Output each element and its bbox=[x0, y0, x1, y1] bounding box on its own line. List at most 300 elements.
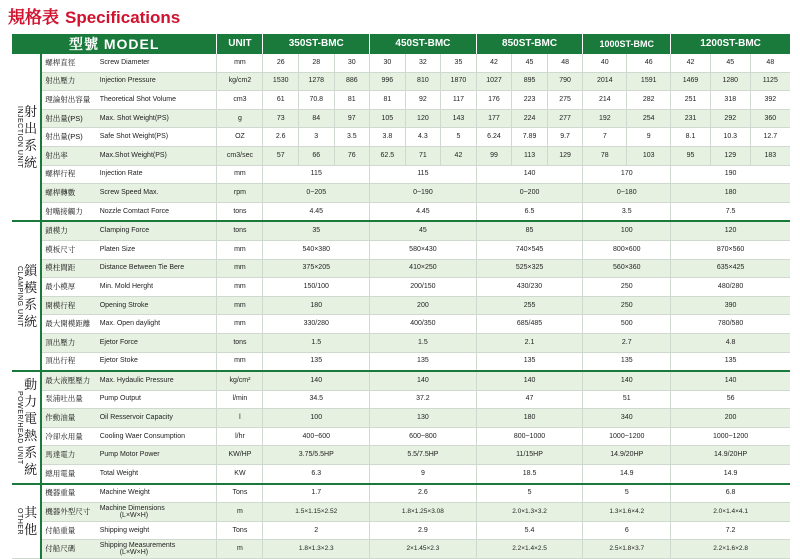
table-row bbox=[12, 72, 790, 91]
value-cell: 42 bbox=[476, 54, 512, 72]
table-row bbox=[12, 296, 790, 315]
group-power-zh-2: 力 bbox=[24, 394, 38, 410]
value-cell: 183 bbox=[750, 146, 790, 165]
value-cell: 292 bbox=[710, 109, 750, 128]
value-cell: 6.24 bbox=[476, 128, 512, 147]
value-cell: 113 bbox=[512, 146, 548, 165]
value-cell: 28 bbox=[298, 54, 334, 72]
value-cell: 180 bbox=[671, 184, 790, 203]
value-cell: 62.5 bbox=[370, 146, 406, 165]
label-en: Max. Hydaulic Pressure bbox=[98, 371, 217, 390]
value-cell: 400/350 bbox=[370, 315, 477, 334]
model-350: 350ST-BMC bbox=[263, 34, 370, 54]
value-cell: 42 bbox=[671, 54, 711, 72]
group-power-en: POWER/HEAD UNIT bbox=[16, 390, 24, 465]
value-cell: 400~600 bbox=[263, 427, 370, 446]
value-cell: 150/100 bbox=[263, 278, 370, 297]
label-zh: 鎖模力 bbox=[41, 221, 97, 240]
value-cell: 115 bbox=[263, 165, 370, 184]
value-cell: 2×1.45×2.3 bbox=[370, 540, 477, 559]
value-cell: 30 bbox=[370, 54, 406, 72]
model-header-en: MODEL bbox=[103, 36, 160, 52]
value-cell: 8.1 bbox=[671, 128, 711, 147]
label-en-line2: (L×W×H) bbox=[119, 512, 149, 520]
label-en: Max. Open daylight bbox=[98, 315, 217, 334]
unit-cell: mm bbox=[217, 54, 263, 72]
label-en: Injection Rate bbox=[98, 165, 217, 184]
value-cell: 140 bbox=[476, 371, 583, 390]
table-row bbox=[12, 540, 790, 559]
label-zh: 射出量(PS) bbox=[41, 128, 97, 147]
value-cell: 2.5×1.8×3.7 bbox=[583, 540, 671, 559]
unit-cell: tons bbox=[217, 333, 263, 352]
model-450: 450ST-BMC bbox=[370, 34, 477, 54]
value-cell: 100 bbox=[263, 409, 370, 428]
table-row bbox=[12, 446, 790, 465]
group-power-zh-1: 動 bbox=[24, 377, 38, 393]
value-cell: 34.5 bbox=[263, 390, 370, 409]
table-row bbox=[12, 184, 790, 203]
value-cell: 1469 bbox=[671, 72, 711, 91]
unit-cell: rpm bbox=[217, 184, 263, 203]
value-cell: 61 bbox=[263, 91, 299, 110]
value-cell: 0~180 bbox=[583, 184, 671, 203]
unit-cell: kg/cm² bbox=[217, 371, 263, 390]
value-cell: 42 bbox=[441, 146, 477, 165]
value-cell: 115 bbox=[370, 165, 477, 184]
value-cell: 11/15HP bbox=[476, 446, 583, 465]
label-zh: 頂出行程 bbox=[41, 352, 97, 371]
table-row bbox=[12, 371, 790, 390]
table-row bbox=[12, 503, 790, 522]
value-cell: 105 bbox=[370, 109, 406, 128]
group-clamping-zh-1: 鎖 bbox=[24, 263, 38, 279]
group-power-zh-6: 統 bbox=[24, 462, 38, 478]
label-zh: 總用電量 bbox=[41, 465, 97, 484]
label-en: Cooling Waer Consumption bbox=[98, 427, 217, 446]
value-cell: 170 bbox=[583, 165, 671, 184]
value-cell: 1000~1200 bbox=[583, 427, 671, 446]
value-cell: 200 bbox=[370, 296, 477, 315]
value-cell: 9 bbox=[370, 465, 477, 484]
label-en: Total Weight bbox=[98, 465, 217, 484]
label-en: Ejetor Stoke bbox=[98, 352, 217, 371]
value-cell: 84 bbox=[298, 109, 334, 128]
value-cell: 1125 bbox=[750, 72, 790, 91]
value-cell: 99 bbox=[476, 146, 512, 165]
value-cell: 26 bbox=[263, 54, 299, 72]
value-cell: 45 bbox=[710, 54, 750, 72]
value-cell: 800~1000 bbox=[476, 427, 583, 446]
group-injection-zh-4: 統 bbox=[24, 155, 38, 171]
value-cell: 390 bbox=[671, 296, 790, 315]
label-en: Opening Stroke bbox=[98, 296, 217, 315]
value-cell: 1280 bbox=[710, 72, 750, 91]
value-cell: 330/280 bbox=[263, 315, 370, 334]
value-cell: 30 bbox=[334, 54, 370, 72]
table-row bbox=[12, 165, 790, 184]
unit-cell: cm3/sec bbox=[217, 146, 263, 165]
unit-cell: mm bbox=[217, 352, 263, 371]
model-1000 bbox=[583, 34, 671, 54]
unit-header: UNIT bbox=[217, 34, 263, 54]
value-cell: 103 bbox=[627, 146, 671, 165]
value-cell: 1027 bbox=[476, 72, 512, 91]
value-cell: 95 bbox=[671, 146, 711, 165]
value-cell: 800×600 bbox=[583, 240, 671, 259]
value-cell: 2.1 bbox=[476, 333, 583, 352]
value-cell: 360 bbox=[750, 109, 790, 128]
value-cell: 70.8 bbox=[298, 91, 334, 110]
label-zh: 射出率 bbox=[41, 146, 97, 165]
label-zh: 頂出壓力 bbox=[41, 333, 97, 352]
value-cell: 7.5 bbox=[671, 202, 790, 221]
value-cell: 200 bbox=[671, 409, 790, 428]
value-cell: 92 bbox=[405, 91, 441, 110]
value-cell: 46 bbox=[627, 54, 671, 72]
value-cell: 375×205 bbox=[263, 259, 370, 278]
value-cell: 3 bbox=[298, 128, 334, 147]
page-title bbox=[8, 7, 180, 29]
label-zh: 射嘴接觸力 bbox=[41, 202, 97, 221]
value-cell: 430/230 bbox=[476, 278, 583, 297]
label-en: Machine Weight bbox=[98, 484, 217, 503]
value-cell: 1591 bbox=[627, 72, 671, 91]
label-zh: 螺桿行程 bbox=[41, 165, 97, 184]
value-cell: 37.2 bbox=[370, 390, 477, 409]
value-cell: 85 bbox=[476, 221, 583, 240]
group-power-zh-4: 熱 bbox=[24, 428, 38, 444]
value-cell: 57 bbox=[263, 146, 299, 165]
value-cell: 3.75/5.5HP bbox=[263, 446, 370, 465]
value-cell: 214 bbox=[583, 91, 627, 110]
value-cell: 2014 bbox=[583, 72, 627, 91]
value-cell: 1530 bbox=[263, 72, 299, 91]
table-row bbox=[12, 109, 790, 128]
label-zh: 付船重量 bbox=[41, 521, 97, 540]
table-row bbox=[12, 390, 790, 409]
value-cell: 3.5 bbox=[583, 202, 671, 221]
group-injection-zh-3: 系 bbox=[24, 138, 38, 154]
label-zh: 機器外型尺寸 bbox=[41, 503, 97, 522]
value-cell: 790 bbox=[547, 72, 583, 91]
value-cell: 4.45 bbox=[370, 202, 477, 221]
value-cell: 71 bbox=[405, 146, 441, 165]
value-cell: 177 bbox=[476, 109, 512, 128]
group-clamping-en: CLAMPING UNIT bbox=[16, 265, 24, 327]
value-cell: 6 bbox=[583, 521, 671, 540]
label-en: Clamping Force bbox=[98, 221, 217, 240]
unit-cell: tons bbox=[217, 221, 263, 240]
value-cell: 410×250 bbox=[370, 259, 477, 278]
label-en-line2: (L×W×H) bbox=[119, 549, 149, 557]
table-row bbox=[12, 465, 790, 484]
value-cell: 48 bbox=[547, 54, 583, 72]
value-cell: 3.5 bbox=[334, 128, 370, 147]
group-injection-zh-1: 射 bbox=[24, 104, 38, 120]
value-cell: 32 bbox=[405, 54, 441, 72]
value-cell: 500 bbox=[583, 315, 671, 334]
value-cell: 135 bbox=[370, 352, 477, 371]
value-cell: 480/280 bbox=[671, 278, 790, 297]
model-1200: 1200ST-BMC bbox=[671, 34, 790, 54]
value-cell: 1.8×1.25×3.08 bbox=[370, 503, 477, 522]
value-cell: 1.5 bbox=[263, 333, 370, 352]
value-cell: 392 bbox=[750, 91, 790, 110]
value-cell: 254 bbox=[627, 109, 671, 128]
model-header bbox=[12, 34, 217, 54]
value-cell: 251 bbox=[671, 91, 711, 110]
label-zh: 作動油量 bbox=[41, 409, 97, 428]
label-en-line1: Shipping Measurements bbox=[99, 542, 176, 550]
value-cell: 73 bbox=[263, 109, 299, 128]
value-cell: 4.3 bbox=[405, 128, 441, 147]
table-row bbox=[12, 427, 790, 446]
table-row bbox=[12, 278, 790, 297]
unit-cell: mm bbox=[217, 259, 263, 278]
unit-cell: KW bbox=[217, 465, 263, 484]
label-en: Max.Shot Weight(PS) bbox=[98, 146, 217, 165]
label-zh: 模柱間距 bbox=[41, 259, 97, 278]
value-cell: 10.3 bbox=[710, 128, 750, 147]
group-other-en: OTHER bbox=[16, 507, 24, 535]
label-zh: 射出量(PS) bbox=[41, 109, 97, 128]
unit-cell: l/hr bbox=[217, 427, 263, 446]
group-injection-en: INJECTION UNIT bbox=[16, 106, 24, 169]
value-cell: 192 bbox=[583, 109, 627, 128]
table-row bbox=[12, 484, 790, 503]
value-cell: 9 bbox=[627, 128, 671, 147]
value-cell: 3.8 bbox=[370, 128, 406, 147]
value-cell: 2.0×1.3×3.2 bbox=[476, 503, 583, 522]
value-cell: 560×360 bbox=[583, 259, 671, 278]
value-cell: 635×425 bbox=[671, 259, 790, 278]
value-cell: 895 bbox=[512, 72, 548, 91]
value-cell: 870×560 bbox=[671, 240, 790, 259]
value-cell: 525×325 bbox=[476, 259, 583, 278]
value-cell: 135 bbox=[263, 352, 370, 371]
value-cell: 12.7 bbox=[750, 128, 790, 147]
value-cell: 4.8 bbox=[671, 333, 790, 352]
group-power bbox=[12, 371, 41, 484]
value-cell: 2 bbox=[263, 521, 370, 540]
label-en: Screw Diameter bbox=[98, 54, 217, 72]
value-cell: 0~190 bbox=[370, 184, 477, 203]
value-cell: 180 bbox=[263, 296, 370, 315]
label-zh: 泵浦吐出量 bbox=[41, 390, 97, 409]
group-clamping-zh-2: 模 bbox=[24, 280, 38, 296]
group-clamping bbox=[12, 221, 41, 371]
value-cell: 97 bbox=[334, 109, 370, 128]
value-cell: 130 bbox=[370, 409, 477, 428]
value-cell: 14.9 bbox=[583, 465, 671, 484]
value-cell: 14.9/20HP bbox=[671, 446, 790, 465]
table-row bbox=[12, 240, 790, 259]
unit-cell: Tons bbox=[217, 521, 263, 540]
value-cell: 5 bbox=[583, 484, 671, 503]
table-row bbox=[12, 521, 790, 540]
group-power-zh-3: 電 bbox=[24, 411, 38, 427]
value-cell: 1.5 bbox=[370, 333, 477, 352]
value-cell: 5 bbox=[476, 484, 583, 503]
group-clamping-zh-4: 統 bbox=[24, 314, 38, 330]
value-cell: 135 bbox=[476, 352, 583, 371]
value-cell: 5.4 bbox=[476, 521, 583, 540]
unit-cell: m bbox=[217, 540, 263, 559]
label-zh: 馬達電力 bbox=[41, 446, 97, 465]
label-en: Safe Shot Weight(PS) bbox=[98, 128, 217, 147]
value-cell: 47 bbox=[476, 390, 583, 409]
value-cell: 18.5 bbox=[476, 465, 583, 484]
value-cell: 135 bbox=[583, 352, 671, 371]
table-row bbox=[12, 352, 790, 371]
group-power-zh-5: 系 bbox=[24, 445, 38, 461]
value-cell: 5.5/7.5HP bbox=[370, 446, 477, 465]
value-cell: 282 bbox=[627, 91, 671, 110]
value-cell: 2.6 bbox=[263, 128, 299, 147]
title-zh: 規格表 bbox=[8, 8, 59, 27]
header-row bbox=[12, 34, 790, 54]
value-cell: 2.7 bbox=[583, 333, 671, 352]
value-cell: 996 bbox=[370, 72, 406, 91]
value-cell: 740×545 bbox=[476, 240, 583, 259]
value-cell: 1870 bbox=[441, 72, 477, 91]
value-cell: 886 bbox=[334, 72, 370, 91]
table-row bbox=[12, 259, 790, 278]
value-cell: 40 bbox=[583, 54, 627, 72]
label-zh: 冷卻水用量 bbox=[41, 427, 97, 446]
value-cell: 129 bbox=[710, 146, 750, 165]
unit-cell: mm bbox=[217, 240, 263, 259]
value-cell: 4.45 bbox=[263, 202, 370, 221]
group-other bbox=[12, 484, 41, 559]
value-cell: 810 bbox=[405, 72, 441, 91]
spec-table bbox=[12, 34, 790, 559]
value-cell: 140 bbox=[476, 165, 583, 184]
value-cell: 76 bbox=[334, 146, 370, 165]
table-row bbox=[12, 333, 790, 352]
label-en bbox=[98, 503, 217, 522]
value-cell: 224 bbox=[512, 109, 548, 128]
value-cell: 540×380 bbox=[263, 240, 370, 259]
value-cell: 2.2×1.6×2.8 bbox=[671, 540, 790, 559]
group-injection-zh-2: 出 bbox=[24, 121, 38, 137]
label-en: Max. Shot Weight(PS) bbox=[98, 109, 217, 128]
label-zh: 螺桿直徑 bbox=[41, 54, 97, 72]
title-en: Specifications bbox=[65, 8, 181, 27]
unit-cell: l bbox=[217, 409, 263, 428]
value-cell: 1.3×1.6×4.2 bbox=[583, 503, 671, 522]
value-cell: 56 bbox=[671, 390, 790, 409]
label-en-line1: Machine Dimensions bbox=[99, 505, 165, 513]
label-en: Shipping weight bbox=[98, 521, 217, 540]
value-cell: 6.8 bbox=[671, 484, 790, 503]
value-cell: 340 bbox=[583, 409, 671, 428]
label-zh: 模板尺寸 bbox=[41, 240, 97, 259]
unit-cell: l/min bbox=[217, 390, 263, 409]
value-cell: 780/580 bbox=[671, 315, 790, 334]
value-cell: 7 bbox=[583, 128, 627, 147]
value-cell: 277 bbox=[547, 109, 583, 128]
value-cell: 48 bbox=[750, 54, 790, 72]
value-cell: 140 bbox=[263, 371, 370, 390]
spec-sheet bbox=[12, 34, 790, 559]
value-cell: 2.2×1.4×2.5 bbox=[476, 540, 583, 559]
label-en: Injection Pressure bbox=[98, 72, 217, 91]
table-row bbox=[12, 146, 790, 165]
value-cell: 143 bbox=[441, 109, 477, 128]
label-en: Pump Motor Power bbox=[98, 446, 217, 465]
value-cell: 580×430 bbox=[370, 240, 477, 259]
value-cell: 129 bbox=[547, 146, 583, 165]
value-cell: 2.9 bbox=[370, 521, 477, 540]
label-zh: 最大開模距離 bbox=[41, 315, 97, 334]
label-en: Platen Size bbox=[98, 240, 217, 259]
value-cell: 0~200 bbox=[476, 184, 583, 203]
value-cell: 250 bbox=[583, 278, 671, 297]
label-en: Theoretical Shot Volume bbox=[98, 91, 217, 110]
label-en: Ejetor Force bbox=[98, 333, 217, 352]
label-zh: 理論射出容量 bbox=[41, 91, 97, 110]
label-zh: 付船尺碼 bbox=[41, 540, 97, 559]
label-zh: 螺桿轉數 bbox=[41, 184, 97, 203]
value-cell: 2.6 bbox=[370, 484, 477, 503]
table-row bbox=[12, 315, 790, 334]
value-cell: 7.89 bbox=[512, 128, 548, 147]
unit-cell: g bbox=[217, 109, 263, 128]
unit-cell: OZ bbox=[217, 128, 263, 147]
value-cell: 318 bbox=[710, 91, 750, 110]
model-header-zh: 型號 bbox=[68, 36, 99, 52]
value-cell: 255 bbox=[476, 296, 583, 315]
value-cell: 14.9/20HP bbox=[583, 446, 671, 465]
label-zh: 最大液壓壓力 bbox=[41, 371, 97, 390]
label-zh: 最小模厚 bbox=[41, 278, 97, 297]
value-cell: 9.7 bbox=[547, 128, 583, 147]
label-en: Oil Resservoir Capacity bbox=[98, 409, 217, 428]
value-cell: 35 bbox=[441, 54, 477, 72]
value-cell: 0~205 bbox=[263, 184, 370, 203]
value-cell: 78 bbox=[583, 146, 627, 165]
unit-cell: Tons bbox=[217, 484, 263, 503]
value-cell: 180 bbox=[476, 409, 583, 428]
value-cell: 1.7 bbox=[263, 484, 370, 503]
table-row bbox=[12, 409, 790, 428]
value-cell: 51 bbox=[583, 390, 671, 409]
value-cell: 685/485 bbox=[476, 315, 583, 334]
unit-cell: tons bbox=[217, 202, 263, 221]
table-row bbox=[12, 91, 790, 110]
value-cell: 1.5×1.15×2.52 bbox=[263, 503, 370, 522]
group-other-zh-2: 他 bbox=[24, 522, 38, 538]
label-en: Min. Mold Herght bbox=[98, 278, 217, 297]
unit-cell: m bbox=[217, 503, 263, 522]
value-cell: 600~800 bbox=[370, 427, 477, 446]
value-cell: 140 bbox=[583, 371, 671, 390]
label-en bbox=[98, 540, 217, 559]
value-cell: 200/150 bbox=[370, 278, 477, 297]
value-cell: 81 bbox=[370, 91, 406, 110]
unit-cell: mm bbox=[217, 315, 263, 334]
model-850: 850ST-BMC bbox=[476, 34, 583, 54]
label-zh: 開模行程 bbox=[41, 296, 97, 315]
label-en: Distance Between Tie Bere bbox=[98, 259, 217, 278]
value-cell: 140 bbox=[671, 371, 790, 390]
value-cell: 2.0×1.4×4.1 bbox=[671, 503, 790, 522]
table-row bbox=[12, 202, 790, 221]
value-cell: 66 bbox=[298, 146, 334, 165]
value-cell: 45 bbox=[512, 54, 548, 72]
